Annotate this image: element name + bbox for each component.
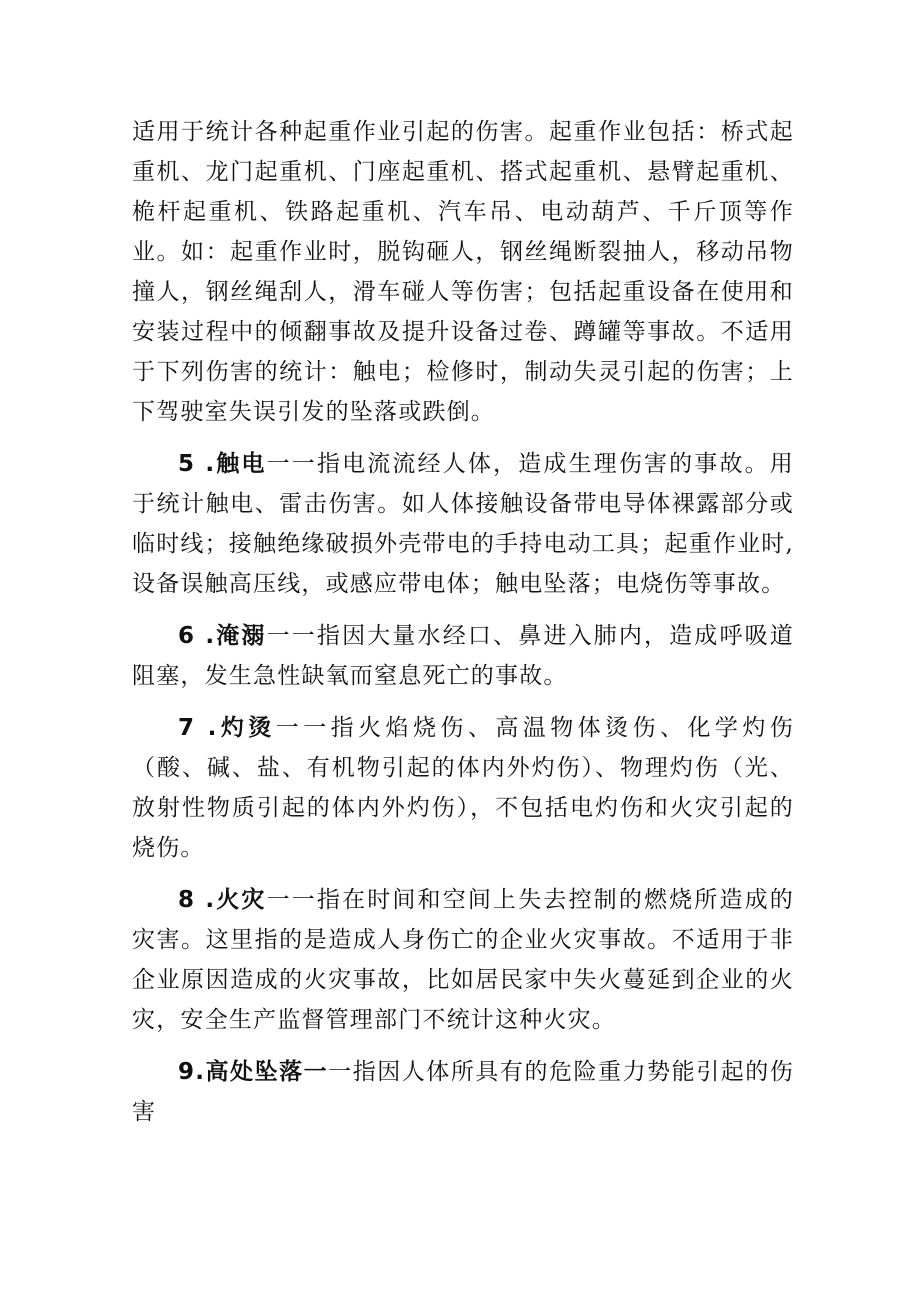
item-term: 高处坠落一 (205, 1059, 329, 1085)
paragraph-text: 一一指电流流经人体，造成生理伤害的事故。用于统计触电、雷击伤害。如人体接触设备带电导体裸露部分或临时线；接触绝缘破损外壳带电的手持电动工具；起重作业时,设备误触高压线，或感应带电体；触电坠落；电烧伤等事故。 (132, 451, 794, 597)
paragraph-electric-shock (132, 444, 794, 604)
paragraph-burns (132, 708, 794, 868)
item-term: 触电 (215, 451, 267, 477)
item-number: 7 . (178, 715, 218, 741)
item-number: 8 . (178, 887, 216, 913)
item-term: 灼烫 (217, 715, 276, 741)
paragraph-text: 一一指因大量水经口、鼻进入肺内，造成呼吸道阻塞，发生急性缺氧而窒息死亡的事故。 (132, 623, 794, 689)
paragraph-drowning (132, 616, 794, 696)
paragraph-text: 一一指火焰烧伤、高温物体烫伤、化学灼伤（酸、碱、盐、有机物引起的体内外灼伤）、物理灼伤（光、放射性物质引起的体内外灼伤），不包括电灼伤和火灾引起的烧伤。 (132, 715, 794, 861)
item-term: 火灾 (215, 887, 267, 913)
paragraph-text: 一指因人体所具有的危险重力势能引起的伤害 (132, 1059, 794, 1125)
item-number: 5 . (178, 451, 216, 477)
document-page (132, 112, 794, 1132)
item-term: 淹溺 (215, 623, 267, 649)
paragraph-fall-from-height (132, 1052, 794, 1132)
item-number: 6 . (178, 623, 216, 649)
paragraph-text: 一一指在时间和空间上失去控制的燃烧所造成的灾害。这里指的是造成人身伤亡的企业火灾事故。不适用于非企业原因造成的火灾事故，比如居民家中失火蔓延到企业的火灾，安全生产监督管理部门不统计这种火灾。 (132, 887, 794, 1033)
paragraph-lifting-injury-continued (132, 112, 794, 432)
item-number: 9. (178, 1059, 206, 1085)
paragraph-text: 适用于统计各种起重作业引起的伤害。起重作业包括：桥式起重机、龙门起重机、门座起重机、搭式起重机、悬臂起重机、桅杆起重机、铁路起重机、汽车吊、电动葫芦、千斤顶等作业。如：起重作业时，脱钩砸人，钢丝绳断裂抽人，移动吊物撞人，钢丝绳刮人，滑车碰人等伤害；包括起重设备在使用和安装过程中的倾翻事故及提升设备过卷、蹲罐等事故。不适用于下列伤害的统计：触电；检修时，制动失灵引起的伤害；上下驾驶室失误引发的坠落或跌倒。 (132, 119, 794, 425)
paragraph-fire (132, 880, 794, 1040)
